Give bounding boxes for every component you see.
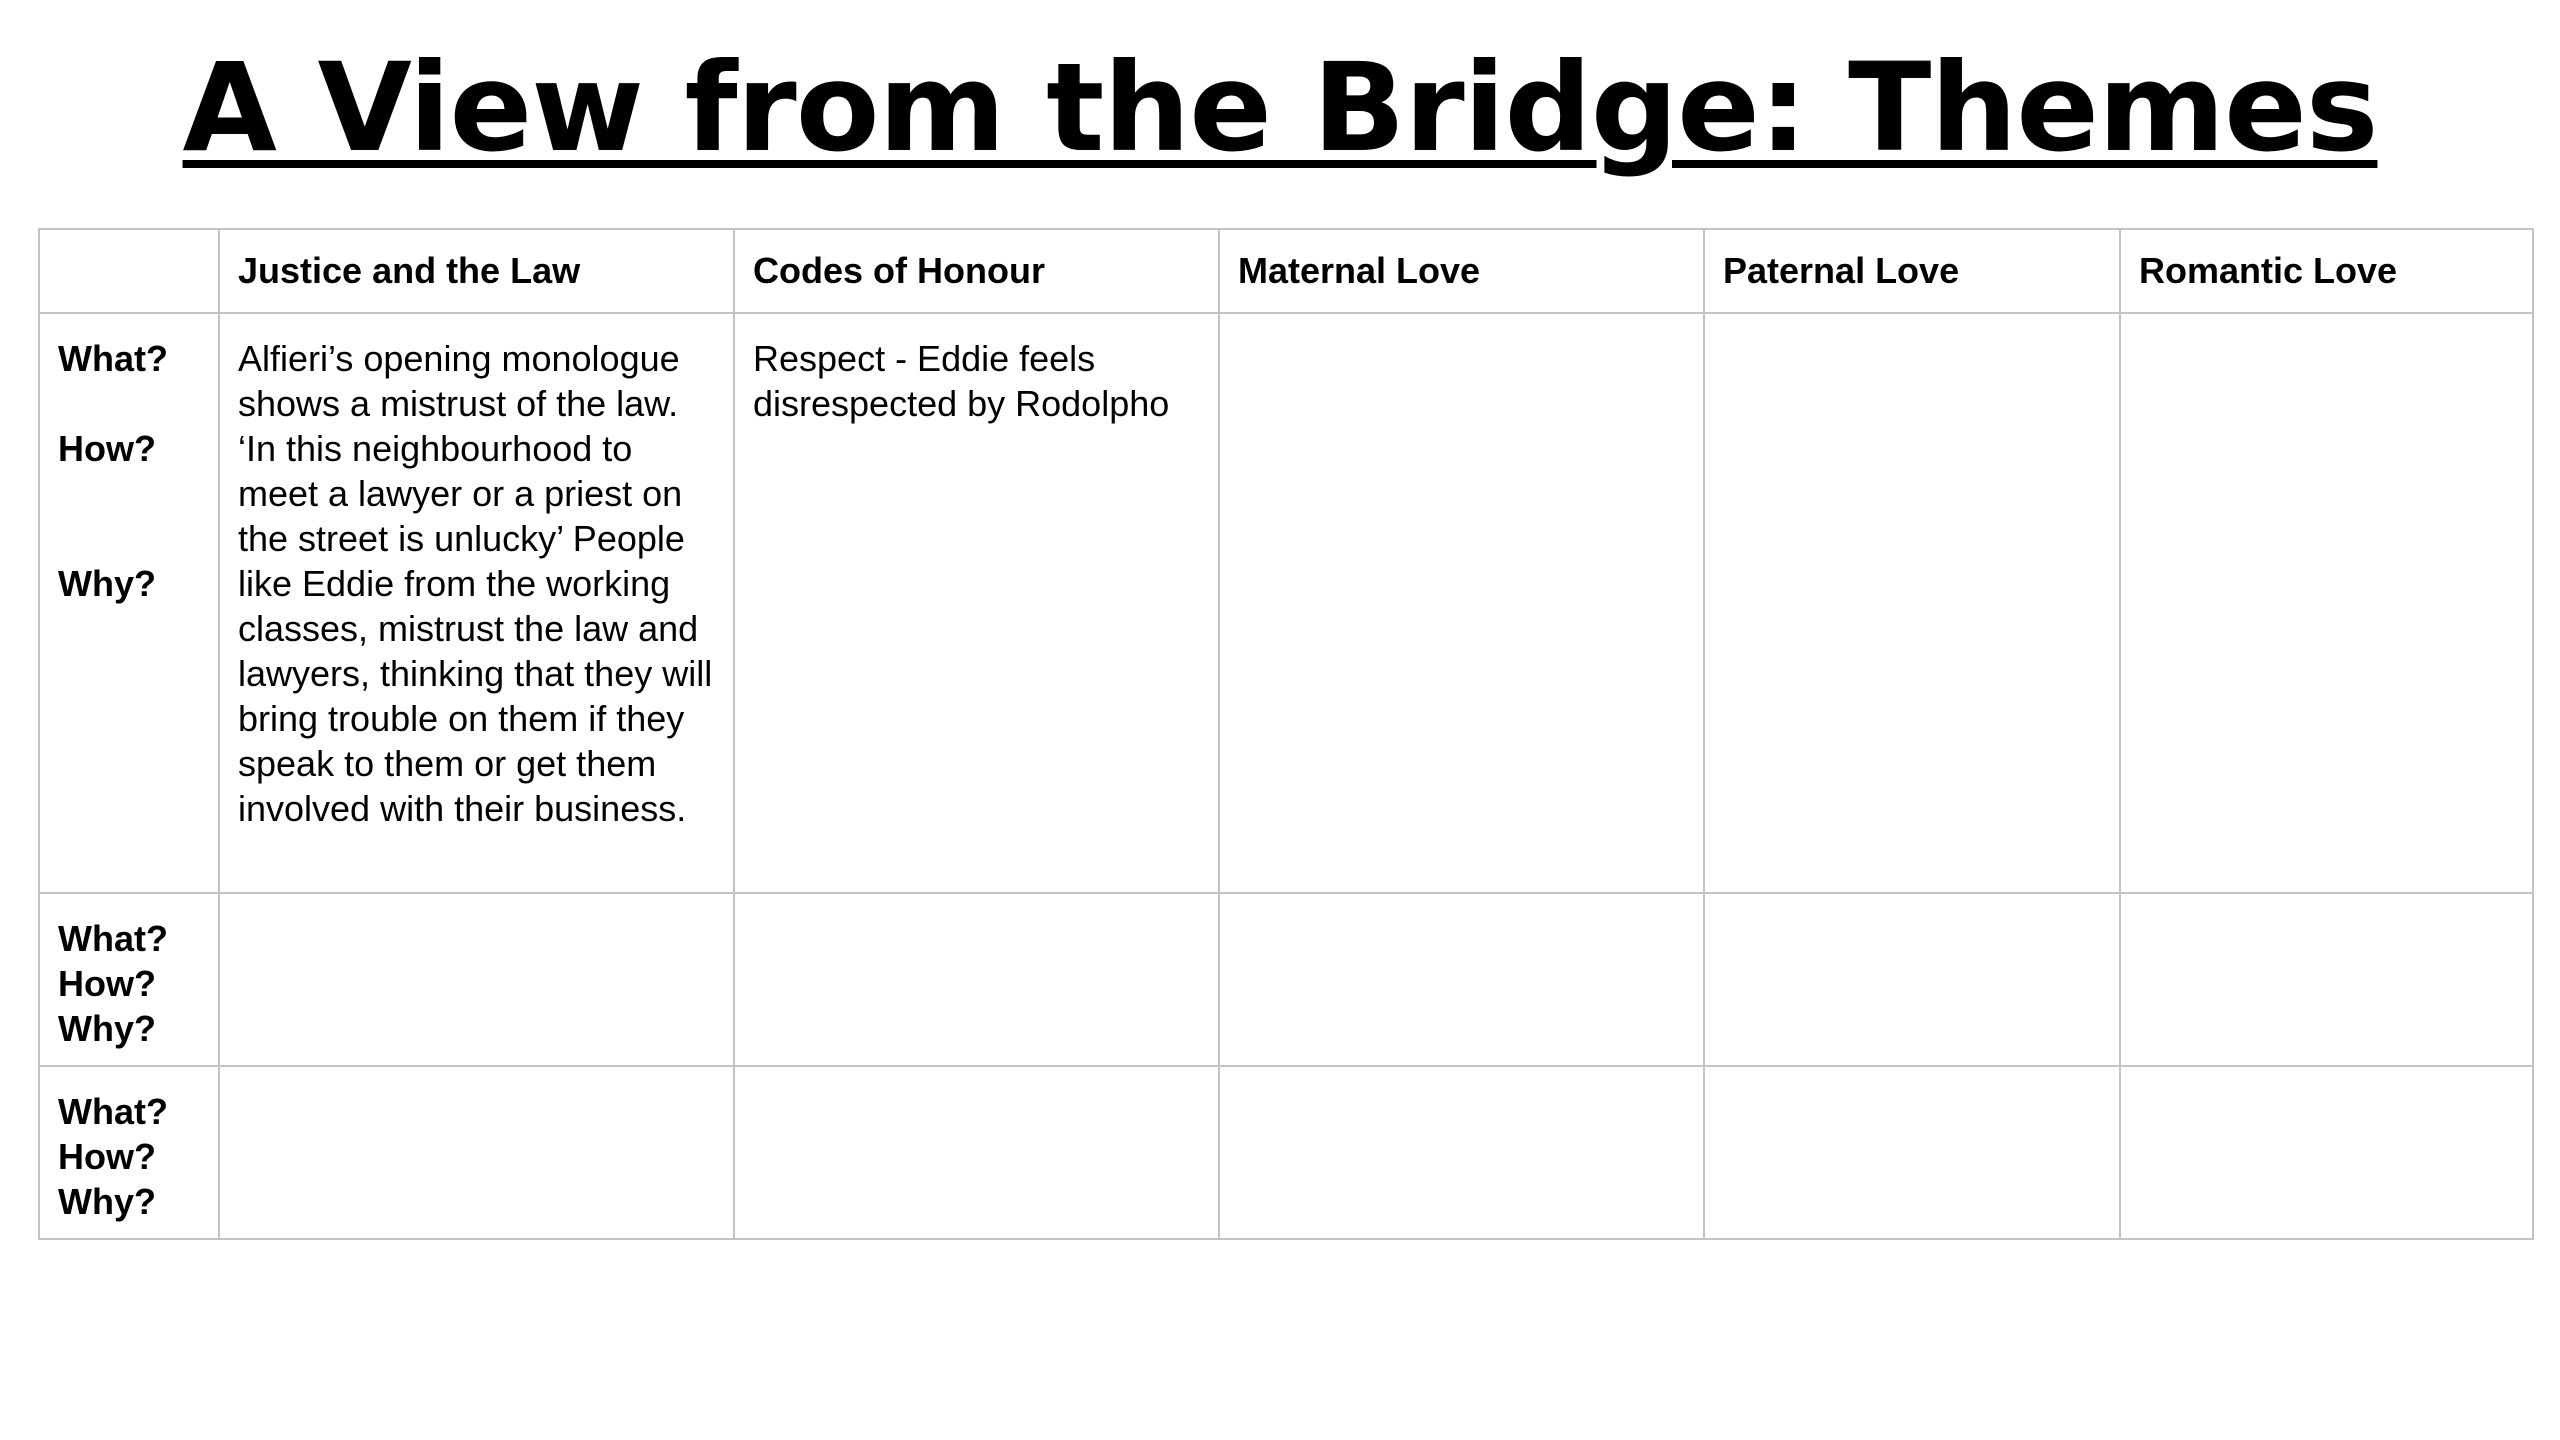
header-codes-of-honour: Codes of Honour (734, 229, 1219, 313)
row-label-why: Why? (58, 1181, 156, 1222)
themes-table (38, 228, 2534, 1240)
row-label-what: What? (58, 918, 168, 959)
header-romantic-love: Romantic Love (2120, 229, 2533, 313)
cell-codes-of-honour (734, 1066, 1219, 1239)
row-label-how: How? (58, 1136, 156, 1177)
row-label-why: Why? (58, 1008, 156, 1049)
cell-romantic-love (2120, 893, 2533, 1066)
cell-paternal-love (1704, 313, 2120, 893)
cell-romantic-love (2120, 1066, 2533, 1239)
cell-justice-and-the-law (219, 1066, 734, 1239)
row-label-how: How? (58, 963, 156, 1004)
table-row (39, 893, 2533, 1066)
cell-paternal-love (1704, 893, 2120, 1066)
row-label-cell (39, 893, 219, 1066)
row-label-how: How? (58, 428, 156, 469)
row-label-cell (39, 1066, 219, 1239)
row-label-why: Why? (58, 563, 156, 604)
row-label-what: What? (58, 1091, 168, 1132)
page-title-text: A View from the Bridge: Themes (182, 37, 2378, 179)
table-header-row (39, 229, 2533, 313)
page-title (0, 38, 2560, 178)
cell-maternal-love (1219, 313, 1704, 893)
row-label-what: What? (58, 338, 168, 379)
row-label-cell (39, 313, 219, 893)
cell-justice-and-the-law: Alfieri’s opening monologue shows a mistrust of the law. ‘In this neighbourhood to meet a lawyer or a priest on the street is unlucky’ People like Eddie from the working classes, mistrust the law and lawyers, thinking that they will bring trouble on them if they speak to them or get them involved with their business. (219, 313, 734, 893)
table-row (39, 313, 2533, 893)
header-justice-and-the-law: Justice and the Law (219, 229, 734, 313)
cell-romantic-love (2120, 313, 2533, 893)
header-cell-blank (39, 229, 219, 313)
cell-codes-of-honour: Respect - Eddie feels disrespected by Rodolpho (734, 313, 1219, 893)
cell-maternal-love (1219, 1066, 1704, 1239)
cell-maternal-love (1219, 893, 1704, 1066)
table-row (39, 1066, 2533, 1239)
cell-justice-and-the-law (219, 893, 734, 1066)
cell-paternal-love (1704, 1066, 2120, 1239)
header-maternal-love: Maternal Love (1219, 229, 1704, 313)
header-paternal-love: Paternal Love (1704, 229, 2120, 313)
cell-codes-of-honour (734, 893, 1219, 1066)
